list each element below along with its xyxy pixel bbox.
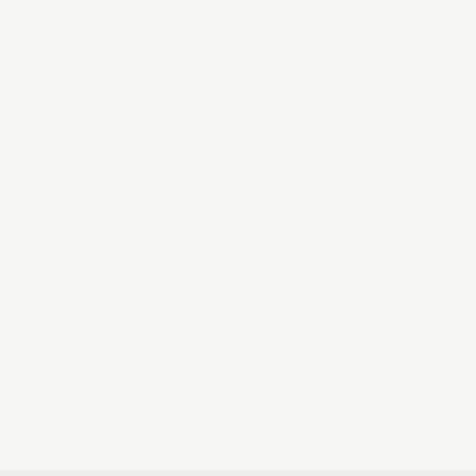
page-bottom-edge bbox=[0, 470, 476, 476]
